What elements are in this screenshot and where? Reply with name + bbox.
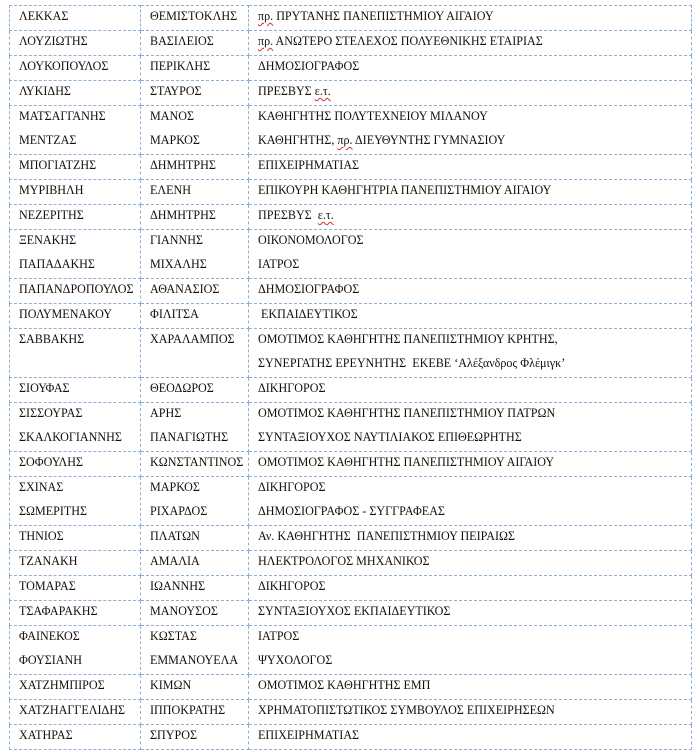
role-cell	[249, 700, 692, 725]
role-text: ΚΑΘΗΓΗΤΗΣ,	[258, 133, 338, 147]
first-name-cell	[141, 626, 249, 675]
role-line	[258, 155, 691, 179]
surname-cell	[10, 329, 141, 378]
role-text: ΕΠΙΧΕΙΡΗΜΑΤΙΑΣ	[258, 728, 360, 742]
first-name-cell	[141, 452, 249, 477]
role-text: ΕΠΙΧΕΙΡΗΜΑΤΙΑΣ	[258, 158, 360, 172]
surname-cell	[10, 452, 141, 477]
surname-cell	[10, 626, 141, 675]
surname-cell	[10, 551, 141, 576]
first-name-cell	[141, 403, 249, 452]
first-name-cell	[141, 477, 249, 526]
role-cell	[249, 106, 692, 155]
table-row	[10, 81, 692, 106]
first-name-cell	[141, 551, 249, 576]
role-line	[258, 304, 691, 328]
table-row	[10, 56, 692, 81]
members-table	[9, 5, 692, 750]
first-name-cell	[141, 31, 249, 56]
role-line	[258, 6, 691, 30]
surname-text: ΛΥΚΙΔΗΣ	[19, 84, 71, 98]
role-text: ΑΝΩΤΕΡΟ ΣΤΕΛΕΧΟΣ ΠΟΛΥΕΘΝΙΚΗΣ ΕΤΑΙΡΙΑΣ	[273, 34, 543, 48]
first-name-text: ΜΑΝΟΣ	[150, 109, 194, 123]
abbreviation-text: πρ.	[337, 133, 353, 147]
role-line	[258, 180, 691, 204]
role-line	[258, 205, 691, 229]
table-row	[10, 477, 692, 526]
role-text: ΣΥΝΤΑΞΙΟΥΧΟΣ ΝΑΥΤΙΛΙΑΚΟΣ ΕΠΙΘΕΩΡΗΤΗΣ	[258, 430, 522, 444]
abbreviation-text: πρ.	[258, 34, 274, 48]
role-cell	[249, 230, 692, 279]
table-row	[10, 452, 692, 477]
role-text: ΠΡΥΤΑΝΗΣ ΠΑΝΕΠΙΣΤΗΜΙΟΥ ΑΙΓΑΙΟΥ	[273, 9, 494, 23]
role-line	[258, 254, 691, 278]
first-name-text: ΙΠΠΟΚΡΑΤΗΣ	[150, 703, 226, 717]
role-cell	[249, 304, 692, 329]
role-line	[258, 452, 691, 476]
surname-text: ΞΕΝΑΚΗΣ	[19, 233, 77, 247]
role-cell	[249, 576, 692, 601]
role-cell	[249, 81, 692, 106]
table-row	[10, 6, 692, 31]
surname-text: ΜΕΝΤΖΑΣ	[19, 133, 77, 147]
first-name-text: ΠΕΡΙΚΛΗΣ	[150, 59, 211, 73]
first-name-text: ΠΛΑΤΩΝ	[150, 529, 200, 543]
table-row	[10, 205, 692, 230]
role-cell	[249, 551, 692, 576]
role-line	[258, 279, 691, 303]
surname-text: ΣΙΟΥΦΑΣ	[19, 381, 70, 395]
first-name-text: ΧΑΡΑΛΑΜΠΟΣ	[150, 332, 235, 346]
surname-cell	[10, 477, 141, 526]
surname-cell	[10, 56, 141, 81]
role-text: ΔΗΜΟΣΙΟΓΡΑΦΟΣ	[258, 59, 360, 73]
role-cell	[249, 452, 692, 477]
surname-cell	[10, 31, 141, 56]
surname-text: ΣΧΙΝΑΣ	[19, 480, 64, 494]
first-name-cell	[141, 329, 249, 378]
role-text: ΟΜΟΤΙΜΟΣ ΚΑΘΗΓΗΤΗΣ ΠΑΝΕΠΙΣΤΗΜΙΟΥ ΠΑΤΡΩΝ	[258, 406, 556, 420]
role-text: ΟΜΟΤΙΜΟΣ ΚΑΘΗΓΗΤΗΣ ΠΑΝΕΠΙΣΤΗΜΙΟΥ ΑΙΓΑΙΟΥ	[258, 455, 555, 469]
table-row	[10, 675, 692, 700]
surname-text: ΛΕΚΚΑΣ	[19, 9, 69, 23]
role-cell	[249, 378, 692, 403]
first-name-text: ΦΙΛΙΤΣΑ	[150, 307, 199, 321]
role-text: ΣΥΝΤΑΞΙΟΥΧΟΣ ΕΚΠΑΙΔΕΥΤΙΚΟΣ	[258, 604, 451, 618]
table-row	[10, 230, 692, 279]
role-line	[258, 675, 691, 699]
abbreviation-text: ε.τ.	[314, 84, 331, 98]
surname-text: ΣΙΣΣΟΥΡΑΣ	[19, 406, 83, 420]
table-row	[10, 106, 692, 155]
role-text: ΨΥΧΟΛΟΓΟΣ	[258, 653, 333, 667]
table-row	[10, 576, 692, 601]
surname-text: ΤΟΜΑΡΑΣ	[19, 579, 76, 593]
role-line	[258, 626, 691, 650]
surname-text: ΣΚΑΛΚΟΓΙΑΝΝΗΣ	[19, 430, 122, 444]
first-name-text: ΜΑΡΚΟΣ	[150, 133, 200, 147]
first-name-cell	[141, 81, 249, 106]
role-text: ΟΜΟΤΙΜΟΣ ΚΑΘΗΓΗΤΗΣ ΕΜΠ	[258, 678, 431, 692]
role-line	[258, 329, 691, 353]
role-line	[258, 378, 691, 402]
role-text: ΙΑΤΡΟΣ	[258, 257, 300, 271]
role-cell	[249, 56, 692, 81]
role-text: ΚΑΘΗΓΗΤΗΣ ΠΟΛΥΤΕΧΝΕΙΟΥ ΜΙΛΑΝΟΥ	[258, 109, 488, 123]
first-name-cell	[141, 56, 249, 81]
first-name-text: ΣΤΑΥΡΟΣ	[150, 84, 202, 98]
role-text: ΧΡΗΜΑΤΟΠΙΣΤΩΤΙΚΟΣ ΣΥΜΒΟΥΛΟΣ ΕΠΙΧΕΙΡΗΣΕΩΝ	[258, 703, 555, 717]
role-cell	[249, 205, 692, 230]
first-name-text: ΜΑΝΟΥΣΟΣ	[150, 604, 218, 618]
first-name-text: ΔΗΜΗΤΡΗΣ	[150, 208, 216, 222]
surname-cell	[10, 403, 141, 452]
first-name-cell	[141, 700, 249, 725]
role-line	[258, 551, 691, 575]
first-name-cell	[141, 675, 249, 700]
role-text: ΟΜΟΤΙΜΟΣ ΚΑΘΗΓΗΤΗΣ ΠΑΝΕΠΙΣΤΗΜΙΟΥ ΚΡΗΤΗΣ,	[258, 332, 558, 346]
surname-text: ΛΟΥΖΙΩΤΗΣ	[19, 34, 88, 48]
table-row	[10, 304, 692, 329]
first-name-cell	[141, 205, 249, 230]
surname-text: ΧΑΤΖΗΑΓΓΕΛΙΔΗΣ	[19, 703, 126, 717]
surname-cell	[10, 6, 141, 31]
role-line	[258, 725, 691, 749]
first-name-text: ΑΘΑΝΑΣΙΟΣ	[150, 282, 220, 296]
first-name-cell	[141, 155, 249, 180]
surname-text: ΜΠΟΓΙΑΤΖΗΣ	[19, 158, 97, 172]
role-cell	[249, 279, 692, 304]
role-cell	[249, 6, 692, 31]
first-name-text: ΕΛΕΝΗ	[150, 183, 192, 197]
role-line	[258, 353, 691, 377]
table-row	[10, 403, 692, 452]
surname-text: ΦΑΙΝΕΚΟΣ	[19, 629, 80, 643]
surname-text: ΣΟΦΟΥΛΗΣ	[19, 455, 84, 469]
surname-cell	[10, 675, 141, 700]
first-name-cell	[141, 230, 249, 279]
role-cell	[249, 601, 692, 626]
first-name-text: ΕΜΜΑΝΟΥΕΛΑ	[150, 653, 239, 667]
first-name-text: ΓΙΑΝΝΗΣ	[150, 233, 203, 247]
first-name-text: ΑΜΑΛΙΑ	[150, 554, 200, 568]
role-cell	[249, 526, 692, 551]
surname-cell	[10, 180, 141, 205]
first-name-text: ΚΙΜΩΝ	[150, 678, 192, 692]
role-text: ΔΙΚΗΓΟΡΟΣ	[258, 480, 326, 494]
role-cell	[249, 155, 692, 180]
role-text: ΔΗΜΟΣΙΟΓΡΑΦΟΣ - ΣΥΓΓΡΑΦΕΑΣ	[258, 504, 445, 518]
first-name-cell	[141, 6, 249, 31]
role-line	[258, 700, 691, 724]
first-name-cell	[141, 526, 249, 551]
first-name-text: ΚΩΣΤΑΣ	[150, 629, 197, 643]
table-row	[10, 626, 692, 675]
abbreviation-text: πρ.	[258, 9, 274, 23]
role-text: ΔΙΕΥΘΥΝΤΗΣ ΓΥΜΝΑΣΙΟΥ	[352, 133, 506, 147]
first-name-cell	[141, 106, 249, 155]
first-name-cell	[141, 279, 249, 304]
abbreviation-text: ε.τ.	[317, 208, 334, 222]
surname-cell	[10, 106, 141, 155]
surname-text: ΠΟΛΥΜΕΝΑΚΟΥ	[19, 307, 112, 321]
role-text: ΔΙΚΗΓΟΡΟΣ	[258, 381, 326, 395]
first-name-text: ΚΩΝΣΤΑΝΤΙΝΟΣ	[150, 455, 244, 469]
surname-text: ΤΖΑΝΑΚΗ	[19, 554, 78, 568]
first-name-text: ΜΑΡΚΟΣ	[150, 480, 200, 494]
first-name-text: ΘΕΟΔΩΡΟΣ	[150, 381, 214, 395]
role-line	[258, 81, 691, 105]
role-line	[258, 501, 691, 525]
role-line	[258, 130, 691, 154]
surname-text: ΤΗΝΙΟΣ	[19, 529, 64, 543]
first-name-text: ΙΩΑΝΝΗΣ	[150, 579, 205, 593]
table-row	[10, 378, 692, 403]
first-name-cell	[141, 576, 249, 601]
role-cell	[249, 725, 692, 750]
surname-text: ΜΥΡΙΒΗΛΗ	[19, 183, 84, 197]
first-name-text: ΡΙΧΑΡΔΟΣ	[150, 504, 208, 518]
role-text: ΕΚΠΑΙΔΕΥΤΙΚΟΣ	[258, 307, 358, 321]
first-name-cell	[141, 601, 249, 626]
table-row	[10, 279, 692, 304]
role-line	[258, 650, 691, 674]
table-row	[10, 329, 692, 378]
table-row	[10, 155, 692, 180]
first-name-cell	[141, 180, 249, 205]
role-line	[258, 601, 691, 625]
first-name-text: ΠΑΝΑΓΙΩΤΗΣ	[150, 430, 229, 444]
role-text: ΠΡΕΣΒΥΣ	[258, 84, 315, 98]
table-row	[10, 601, 692, 626]
role-cell	[249, 180, 692, 205]
surname-text: ΜΑΤΣΑΓΓΑΝΗΣ	[19, 109, 106, 123]
role-cell	[249, 403, 692, 452]
first-name-cell	[141, 725, 249, 750]
surname-cell	[10, 205, 141, 230]
first-name-cell	[141, 378, 249, 403]
role-line	[258, 427, 691, 451]
table-row	[10, 31, 692, 56]
surname-cell	[10, 576, 141, 601]
role-text: ΗΛΕΚΤΡΟΛΟΓΟΣ ΜΗΧΑΝΙΚΟΣ	[258, 554, 430, 568]
role-cell	[249, 626, 692, 675]
surname-cell	[10, 601, 141, 626]
first-name-text: ΜΙΧΑΛΗΣ	[150, 257, 207, 271]
role-line	[258, 526, 691, 550]
role-text: ΣΥΝΕΡΓΑΤΗΣ ΕΡΕΥΝΗΤΗΣ ΕΚΕΒΕ ‘Αλέξανδρος Φλέμιγκ’	[258, 356, 566, 370]
role-cell	[249, 329, 692, 378]
surname-text: ΧΑΤΖΗΜΠΙΡΟΣ	[19, 678, 105, 692]
surname-text: ΠΑΠΑΝΔΡΟΠΟΥΛΟΣ	[19, 282, 134, 296]
table-row	[10, 700, 692, 725]
surname-cell	[10, 725, 141, 750]
surname-text: ΣΑΒΒΑΚΗΣ	[19, 332, 85, 346]
table-row	[10, 725, 692, 750]
first-name-text: ΑΡΗΣ	[150, 406, 182, 420]
table-row	[10, 526, 692, 551]
first-name-text: ΘΕΜΙΣΤΟΚΛΗΣ	[150, 9, 238, 23]
role-cell	[249, 477, 692, 526]
role-text: ΠΡΕΣΒΥΣ	[258, 208, 318, 222]
role-line	[258, 477, 691, 501]
role-line	[258, 230, 691, 254]
role-text: ΙΑΤΡΟΣ	[258, 629, 300, 643]
surname-text: ΦΟΥΣΙΑΝΗ	[19, 653, 82, 667]
first-name-text: ΣΠΥΡΟΣ	[150, 728, 198, 742]
first-name-text: ΒΑΣΙΛΕΙΟΣ	[150, 34, 214, 48]
role-line	[258, 56, 691, 80]
first-name-cell	[141, 304, 249, 329]
surname-cell	[10, 81, 141, 106]
first-name-text: ΔΗΜΗΤΡΗΣ	[150, 158, 216, 172]
role-cell	[249, 31, 692, 56]
role-text: Αν. ΚΑΘΗΓΗΤΗΣ ΠΑΝΕΠΙΣΤΗΜΙΟΥ ΠΕΙΡΑΙΩΣ	[258, 529, 516, 543]
surname-text: ΧΑΤΗΡΑΣ	[19, 728, 73, 742]
surname-cell	[10, 526, 141, 551]
surname-text: ΠΑΠΑΔΑΚΗΣ	[19, 257, 95, 271]
role-cell	[249, 675, 692, 700]
role-line	[258, 106, 691, 130]
role-line	[258, 403, 691, 427]
surname-cell	[10, 230, 141, 279]
surname-cell	[10, 378, 141, 403]
surname-text: ΛΟΥΚΟΠΟΥΛΟΣ	[19, 59, 109, 73]
surname-text: ΝΕΖΕΡΙΤΗΣ	[19, 208, 84, 222]
surname-cell	[10, 279, 141, 304]
table-row	[10, 180, 692, 205]
role-line	[258, 576, 691, 600]
table-row	[10, 551, 692, 576]
surname-cell	[10, 304, 141, 329]
role-text: ΕΠΙΚΟΥΡΗ ΚΑΘΗΓΗΤΡΙΑ ΠΑΝΕΠΙΣΤΗΜΙΟΥ ΑΙΓΑΙΟΥ	[258, 183, 552, 197]
surname-text: ΣΩΜΕΡΙΤΗΣ	[19, 504, 88, 518]
surname-cell	[10, 700, 141, 725]
surname-text: ΤΣΑΦΑΡΑΚΗΣ	[19, 604, 98, 618]
surname-cell	[10, 155, 141, 180]
members-table-body	[10, 6, 692, 750]
role-text: ΔΙΚΗΓΟΡΟΣ	[258, 579, 326, 593]
role-text: ΔΗΜΟΣΙΟΓΡΑΦΟΣ	[258, 282, 360, 296]
role-line	[258, 31, 691, 55]
role-text: ΟΙΚΟΝΟΜΟΛΟΓΟΣ	[258, 233, 364, 247]
